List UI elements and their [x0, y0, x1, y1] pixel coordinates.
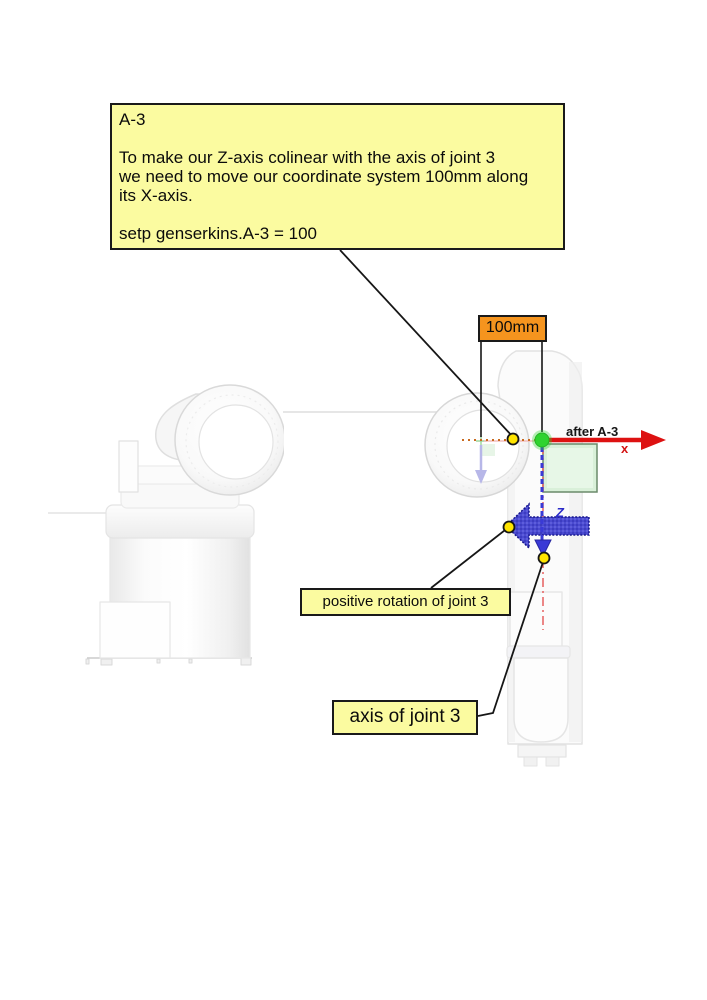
x-axis-label: x: [621, 441, 629, 456]
positive-rotation-callout: positive rotation of joint 3: [300, 588, 511, 616]
before-origin-square: [482, 444, 495, 456]
base-feet: [86, 658, 251, 665]
tool-flange: [518, 745, 566, 757]
axis-anchor-dot: [539, 553, 550, 564]
shoulder-bracket: [119, 441, 138, 492]
origin-after-dot: [535, 433, 549, 447]
x-axis-arrowhead: [641, 430, 666, 450]
tool-tooth-right: [546, 757, 559, 766]
note-leader-line: [340, 250, 513, 437]
shoulder-joint-inner: [199, 405, 273, 479]
joint-axis-callout: axis of joint 3: [332, 700, 478, 735]
note-callout-a3: [110, 103, 565, 250]
note-body-line1: To make our Z-axis colinear with the axis of joint 3: [119, 148, 496, 167]
wrist-band: [507, 646, 570, 658]
base-pedestal: [100, 602, 170, 658]
wrist-rounded-tip: [514, 658, 568, 742]
note-body-line3: its X-axis.: [119, 186, 193, 205]
base-flange: [106, 505, 254, 538]
forearm-right-shading: [569, 362, 582, 742]
note-anchor-dot: [508, 434, 519, 445]
note-command: setp genserkins.A-3 = 100: [119, 224, 317, 243]
after-a3-label: after A-3: [566, 424, 619, 439]
robot-arm-drawing: [48, 351, 582, 766]
z-axis-label: Z: [556, 505, 564, 520]
dimension-label-100mm: 100mm: [478, 315, 547, 342]
upper-arm: [284, 412, 444, 460]
rotation-leader-line: [431, 527, 509, 588]
tool-tooth-left: [524, 757, 537, 766]
note-title: A-3: [119, 110, 146, 129]
after-origin-square: [543, 444, 597, 492]
rotation-anchor-dot: [504, 522, 515, 533]
note-body-line2: we need to move our coordinate system 100mm along: [119, 167, 529, 186]
